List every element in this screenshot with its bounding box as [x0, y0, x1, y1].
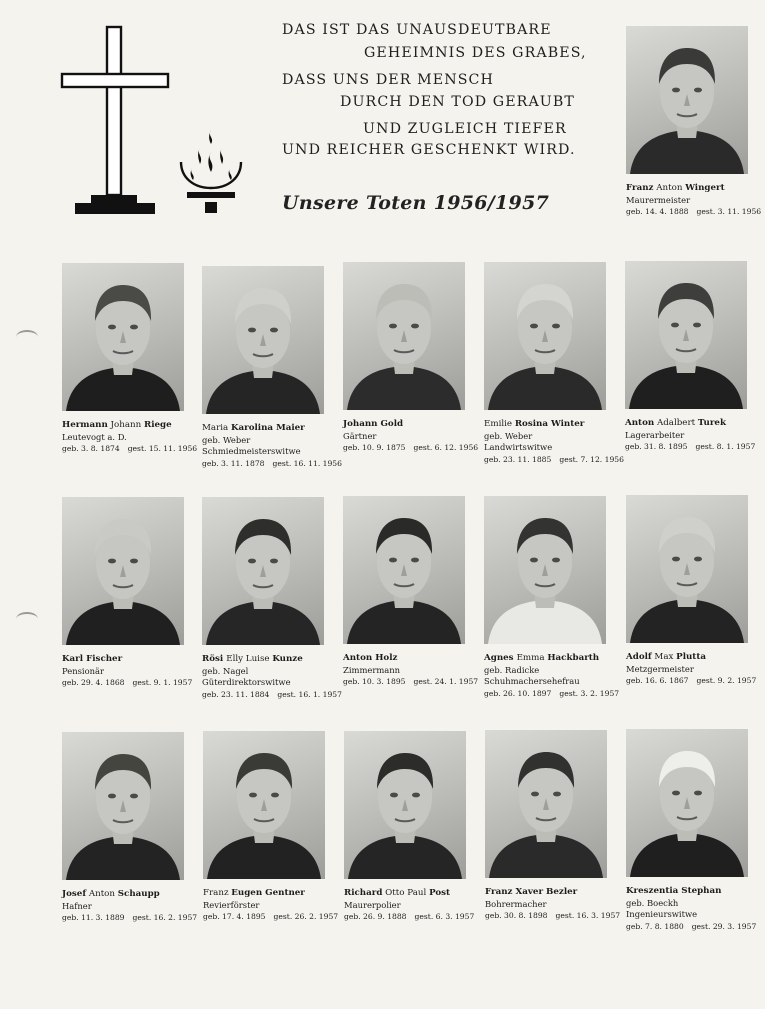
death-date: gest. 9. 1. 1957	[132, 678, 193, 688]
person-caption	[62, 420, 202, 455]
name-part: Kreszentia Stephan	[626, 886, 722, 896]
portrait-photo	[203, 731, 325, 879]
name-part: Johann Gold	[343, 419, 404, 429]
death-date: gest. 16. 3. 1957	[555, 911, 621, 921]
name-part: Wingert	[685, 183, 725, 193]
death-date: gest. 16. 11. 1956	[272, 458, 342, 468]
name-part: Hackbarth	[547, 653, 600, 663]
portrait-photo	[202, 497, 324, 645]
name-part: Elly Luise	[226, 654, 273, 664]
life-dates	[626, 675, 765, 687]
death-date: gest. 16. 2. 1957	[132, 913, 198, 923]
person-caption	[62, 889, 202, 924]
person-name	[203, 888, 343, 900]
life-dates	[62, 912, 202, 924]
person-detail: Pensionär	[62, 665, 105, 676]
name-part: Maria	[202, 423, 231, 433]
name-part: Franz	[203, 888, 232, 898]
name-part: Riege	[143, 420, 172, 430]
name-part: Agnes	[484, 653, 517, 663]
name-part: Anton	[86, 889, 118, 899]
birth-date: geb. 26. 10. 1897	[484, 688, 552, 698]
name-part: Rösi	[202, 654, 227, 664]
name-part: Emma	[516, 653, 548, 663]
person-caption	[343, 419, 483, 454]
birth-date: geb. 23. 11. 1884	[202, 689, 270, 699]
person-detail: Leutevogt a. D.	[62, 431, 127, 442]
name-part: Max	[651, 652, 677, 662]
person-name	[343, 419, 483, 431]
person-detail: geb. Nagel	[202, 665, 249, 676]
life-dates	[202, 689, 342, 701]
verse-line: UND REICHER GESCHENKT WIRD.	[282, 142, 576, 158]
name-part: Franz	[626, 183, 654, 193]
person-name	[484, 653, 624, 665]
life-dates	[485, 910, 625, 922]
flame-bowl-icon	[178, 128, 246, 216]
portrait-image	[485, 730, 607, 878]
portrait-image	[484, 496, 606, 644]
life-dates	[343, 442, 483, 454]
name-part: Emilie	[484, 419, 515, 429]
person-detail: Ingenieurswitwe	[626, 909, 698, 920]
portrait-photo	[485, 730, 607, 878]
birth-date: geb. 17. 4. 1895	[203, 912, 266, 922]
name-part: Karolina Maier	[230, 423, 305, 433]
portrait-image	[626, 26, 748, 174]
portrait-image	[625, 261, 747, 409]
portrait-photo	[344, 731, 466, 879]
life-dates	[484, 454, 624, 466]
name-part: Richard	[344, 888, 383, 898]
person-detail: Gärtner	[343, 430, 377, 441]
person-name	[343, 653, 483, 665]
life-dates	[625, 441, 765, 453]
portrait-photo	[626, 26, 748, 174]
person-caption	[344, 888, 484, 923]
page-subtitle: Unsere Toten 1956/1957	[282, 192, 550, 214]
portrait-photo	[62, 497, 184, 645]
death-date: gest. 3. 11. 1956	[696, 207, 762, 217]
person-name	[625, 418, 765, 430]
person-caption	[202, 423, 342, 469]
portrait-image	[202, 266, 324, 414]
portrait-photo	[625, 261, 747, 409]
person-name	[626, 886, 765, 898]
verse-line: GEHEIMNIS DES GRABES,	[364, 45, 587, 61]
portrait-photo	[202, 266, 324, 414]
portrait-image	[343, 262, 465, 410]
person-caption	[485, 887, 625, 922]
person-caption	[484, 419, 624, 465]
portrait-photo	[62, 732, 184, 880]
birth-date: geb. 10. 9. 1875	[343, 443, 406, 453]
birth-date: geb. 16. 6. 1867	[626, 676, 689, 686]
birth-date: geb. 31. 8. 1895	[625, 442, 688, 452]
death-date: gest. 6. 12. 1956	[413, 443, 479, 453]
name-part: Anton	[625, 418, 655, 428]
name-part: Schaupp	[117, 889, 160, 899]
name-part: Otto Paul	[382, 888, 430, 898]
life-dates	[62, 443, 202, 455]
birth-date: geb. 7. 8. 1880	[626, 921, 684, 931]
person-name	[202, 423, 342, 435]
birth-date: geb. 29. 4. 1868	[62, 678, 125, 688]
person-detail: Güterdirektorswitwe	[202, 677, 291, 688]
person-caption	[626, 886, 765, 932]
portrait-image	[62, 263, 184, 411]
death-date: gest. 15. 11. 1956	[127, 444, 198, 454]
name-part: Anton Holz	[343, 653, 398, 663]
portrait-image	[344, 731, 466, 879]
birth-date: geb. 3. 8. 1874	[62, 444, 120, 454]
portrait-photo	[343, 262, 465, 410]
verse-line: DASS UNS DER MENSCH	[282, 72, 494, 88]
person-detail: Landwirtswitwe	[484, 442, 553, 453]
death-date: gest. 3. 2. 1957	[559, 688, 620, 698]
portrait-image	[202, 497, 324, 645]
person-detail: Zimmermann	[343, 664, 401, 675]
death-date: gest. 24. 1. 1957	[413, 677, 479, 687]
person-name	[626, 652, 765, 664]
person-name	[62, 420, 202, 432]
portrait-photo	[626, 729, 748, 877]
person-caption	[484, 653, 624, 699]
person-name	[626, 183, 765, 195]
person-detail: Maurermeister	[626, 194, 691, 205]
death-date: gest. 6. 3. 1957	[414, 912, 475, 922]
birth-date: geb. 11. 3. 1889	[62, 913, 125, 923]
person-detail: Revierförster	[203, 899, 260, 910]
person-detail: Lagerarbeiter	[625, 429, 685, 440]
name-part: Turek	[697, 418, 726, 428]
person-detail: Maurerpolier	[344, 899, 401, 910]
birth-date: geb. 14. 4. 1888	[626, 207, 689, 217]
name-part: Kunze	[272, 654, 303, 664]
person-detail: Bohrermacher	[485, 898, 547, 909]
punch-hole	[16, 330, 38, 344]
portrait-photo	[484, 262, 606, 410]
life-dates	[202, 458, 342, 470]
portrait-image	[62, 732, 184, 880]
name-part: Eugen Gentner	[231, 888, 305, 898]
person-caption	[202, 654, 342, 700]
portrait-image	[62, 497, 184, 645]
portrait-image	[626, 495, 748, 643]
life-dates	[344, 911, 484, 923]
person-name	[202, 654, 342, 666]
name-part: Rosina Winter	[514, 419, 585, 429]
person-caption	[62, 654, 202, 689]
birth-date: geb. 3. 11. 1878	[202, 458, 265, 468]
life-dates	[626, 921, 765, 933]
person-caption	[626, 183, 765, 218]
death-date: gest. 9. 2. 1957	[696, 676, 757, 686]
person-detail: geb. Weber	[202, 434, 251, 445]
verse-line: UND ZUGLEICH TIEFER	[363, 121, 567, 137]
name-part: Adolf	[626, 652, 652, 662]
life-dates	[343, 676, 483, 688]
person-caption	[343, 653, 483, 688]
name-part: Josef	[62, 889, 87, 899]
person-name	[485, 887, 625, 899]
person-name	[344, 888, 484, 900]
person-detail: geb. Boeckh	[626, 897, 679, 908]
name-part: Karl Fischer	[62, 654, 123, 664]
portrait-photo	[62, 263, 184, 411]
portrait-photo	[343, 496, 465, 644]
death-date: gest. 29. 3. 1957	[691, 921, 757, 931]
cross-icon	[58, 25, 173, 217]
portrait-image	[626, 729, 748, 877]
life-dates	[203, 911, 343, 923]
person-detail: Hafner	[62, 900, 92, 911]
portrait-photo	[626, 495, 748, 643]
verse-line: DURCH DEN TOD GERAUBT	[340, 94, 575, 110]
punch-hole	[16, 612, 38, 626]
person-caption	[626, 652, 765, 687]
name-part: Johann	[107, 420, 144, 430]
person-caption	[203, 888, 343, 923]
portrait-image	[203, 731, 325, 879]
death-date: gest. 16. 1. 1957	[277, 689, 342, 699]
portrait-image	[484, 262, 606, 410]
name-part: Hermann	[62, 420, 108, 430]
person-detail: Schuhmachersehefrau	[484, 676, 580, 687]
death-date: gest. 26. 2. 1957	[273, 912, 339, 922]
death-date: gest. 7. 12. 1956	[559, 454, 624, 464]
name-part: Post	[429, 888, 451, 898]
name-part: Adalbert	[654, 418, 698, 428]
person-name	[484, 419, 624, 431]
person-detail: Schmiedmeisterswitwe	[202, 446, 301, 457]
portrait-image	[343, 496, 465, 644]
death-date: gest. 8. 1. 1957	[695, 442, 756, 452]
life-dates	[484, 688, 624, 700]
birth-date: geb. 30. 8. 1898	[485, 911, 548, 921]
memorial-verse	[282, 22, 592, 162]
person-detail: Metzgermeister	[626, 663, 694, 674]
person-name	[62, 889, 202, 901]
person-name	[62, 654, 202, 666]
portrait-photo	[484, 496, 606, 644]
person-caption	[625, 418, 765, 453]
name-part: Anton	[653, 183, 686, 193]
birth-date: geb. 10. 3. 1895	[343, 677, 406, 687]
life-dates	[62, 677, 202, 689]
name-part: Plutta	[676, 652, 706, 662]
person-detail: geb. Radicke	[484, 664, 540, 675]
birth-date: geb. 26. 9. 1888	[344, 912, 407, 922]
verse-line: DAS IST DAS UNAUSDEUTBARE	[282, 22, 552, 38]
person-detail: geb. Weber	[484, 430, 533, 441]
birth-date: geb. 23. 11. 1885	[484, 454, 552, 464]
name-part: Franz Xaver Bezler	[485, 887, 578, 897]
life-dates	[626, 206, 765, 218]
